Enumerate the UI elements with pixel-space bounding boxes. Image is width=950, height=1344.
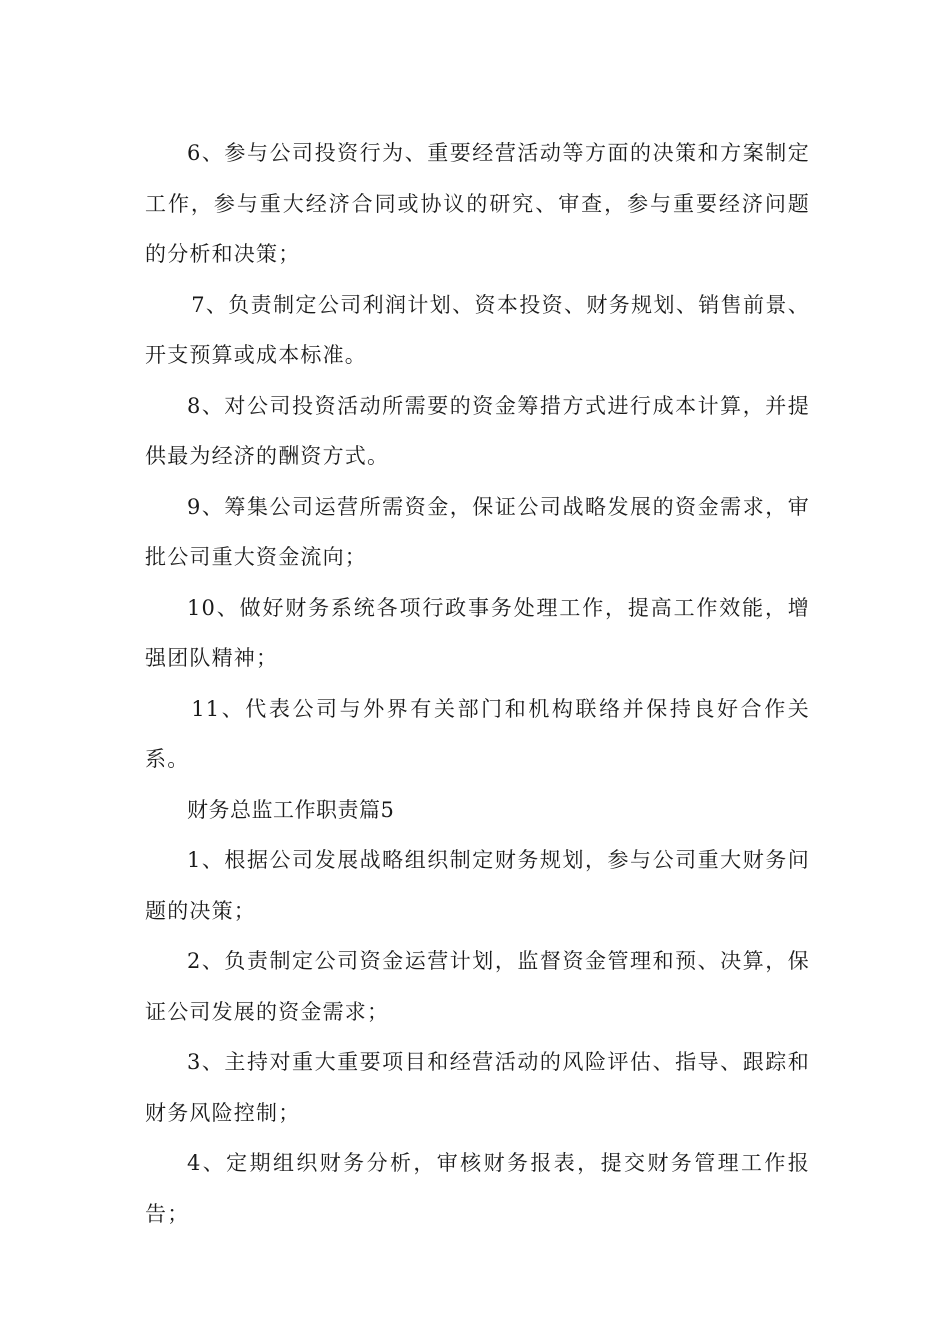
paragraph-item-1: 1、根据公司发展战略组织制定财务规划，参与公司重大财务问题的决策； <box>145 848 810 923</box>
paragraph-item-2: 2、负责制定公司资金运营计划，监督资金管理和预、决算，保证公司发展的资金需求； <box>145 949 810 1024</box>
paragraph-item-11: 11、代表公司与外界有关部门和机构联络并保持良好合作关系。 <box>145 696 810 771</box>
paragraph-item-6: 6、参与公司投资行为、重要经营活动等方面的决策和方案制定工作，参与重大经济合同或协议的研究、审查，参与重要经济问题的分析和决策； <box>145 141 810 266</box>
paragraph-item-8: 8、对公司投资活动所需要的资金筹措方式进行成本计算，并提供最为经济的酬资方式。 <box>145 393 810 468</box>
paragraph-item-3: 3、主持对重大重要项目和经营活动的风险评估、指导、跟踪和财务风险控制； <box>145 1050 810 1125</box>
section-heading: 财务总监工作职责篇5 <box>187 797 395 822</box>
paragraph-item-7: 7、负责制定公司利润计划、资本投资、财务规划、销售前景、开支预算或成本标准。 <box>145 292 810 367</box>
paragraph-item-4: 4、定期组织财务分析，审核财务报表，提交财务管理工作报告； <box>145 1151 810 1226</box>
paragraph-item-9: 9、筹集公司运营所需资金，保证公司战略发展的资金需求，审批公司重大资金流向； <box>145 494 810 569</box>
document-page <box>145 128 810 1239</box>
paragraph-item-10: 10、做好财务系统各项行政事务处理工作，提高工作效能，增强团队精神； <box>145 595 810 670</box>
